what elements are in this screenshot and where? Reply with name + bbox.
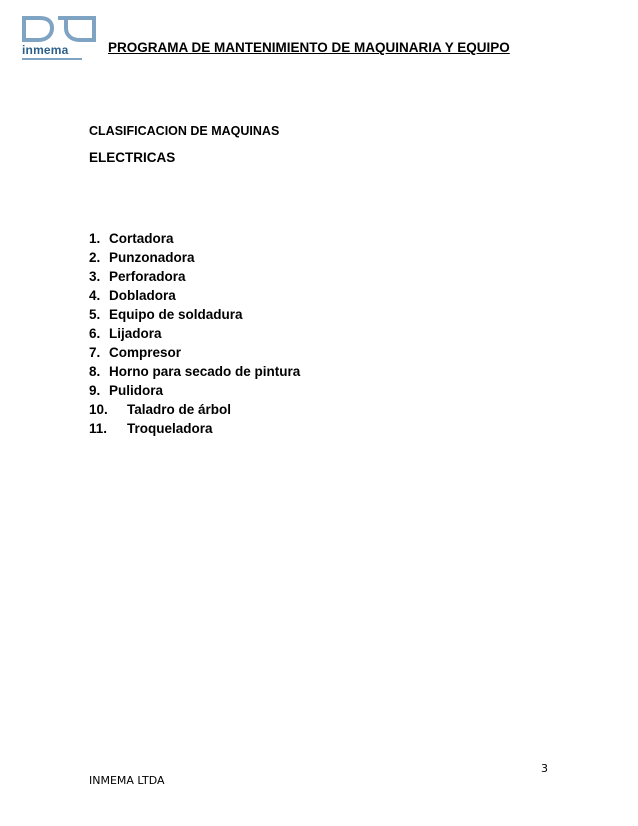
list-item xyxy=(89,381,300,400)
list-item xyxy=(89,400,300,419)
document-header-title: PROGRAMA DE MANTENIMIENTO DE MAQUINARIA Y EQUIPO xyxy=(108,40,510,55)
list-item xyxy=(89,267,300,286)
list-item xyxy=(89,229,300,248)
list-item xyxy=(89,324,300,343)
section-title: CLASIFICACION DE MAQUINAS xyxy=(89,124,280,138)
list-item xyxy=(89,419,300,438)
list-item-label: Dobladora xyxy=(109,288,176,303)
list-item-label: Horno para secado de pintura xyxy=(109,364,301,379)
list-item-number: 8. xyxy=(89,364,101,379)
list-item-label: Compresor xyxy=(109,345,182,360)
list-item xyxy=(89,362,300,381)
list-item-number: 10. xyxy=(89,402,108,417)
list-item-label: Troqueladora xyxy=(127,421,213,436)
list-item-number: 5. xyxy=(89,307,101,322)
list-item-number: 3. xyxy=(89,269,101,284)
list-item-number: 6. xyxy=(89,326,101,341)
list-item xyxy=(89,305,300,324)
list-item-number: 2. xyxy=(89,250,101,265)
list-item-label: Cortadora xyxy=(109,231,174,246)
list-item xyxy=(89,343,300,362)
list-item-label: Equipo de soldadura xyxy=(109,307,243,322)
list-item-number: 11. xyxy=(89,421,108,436)
list-item-number: 4. xyxy=(89,288,101,303)
list-item xyxy=(89,286,300,305)
logo-underline xyxy=(22,58,82,60)
list-item-number: 9. xyxy=(89,383,101,398)
machine-list xyxy=(89,229,300,438)
logo-text: inmema xyxy=(22,43,69,57)
subsection-title: ELECTRICAS xyxy=(89,150,176,165)
footer-company: INMEMA LTDA xyxy=(89,774,165,787)
list-item-label: Punzonadora xyxy=(109,250,195,265)
list-item xyxy=(89,248,300,267)
list-item-label: Lijadora xyxy=(109,326,162,341)
page-number: 3 xyxy=(541,762,548,775)
list-item-label: Taladro de árbol xyxy=(127,402,232,417)
list-item-label: Perforadora xyxy=(109,269,186,284)
list-item-label: Pulidora xyxy=(109,383,164,398)
list-item-number: 1. xyxy=(89,231,101,246)
list-item-number: 7. xyxy=(89,345,101,360)
